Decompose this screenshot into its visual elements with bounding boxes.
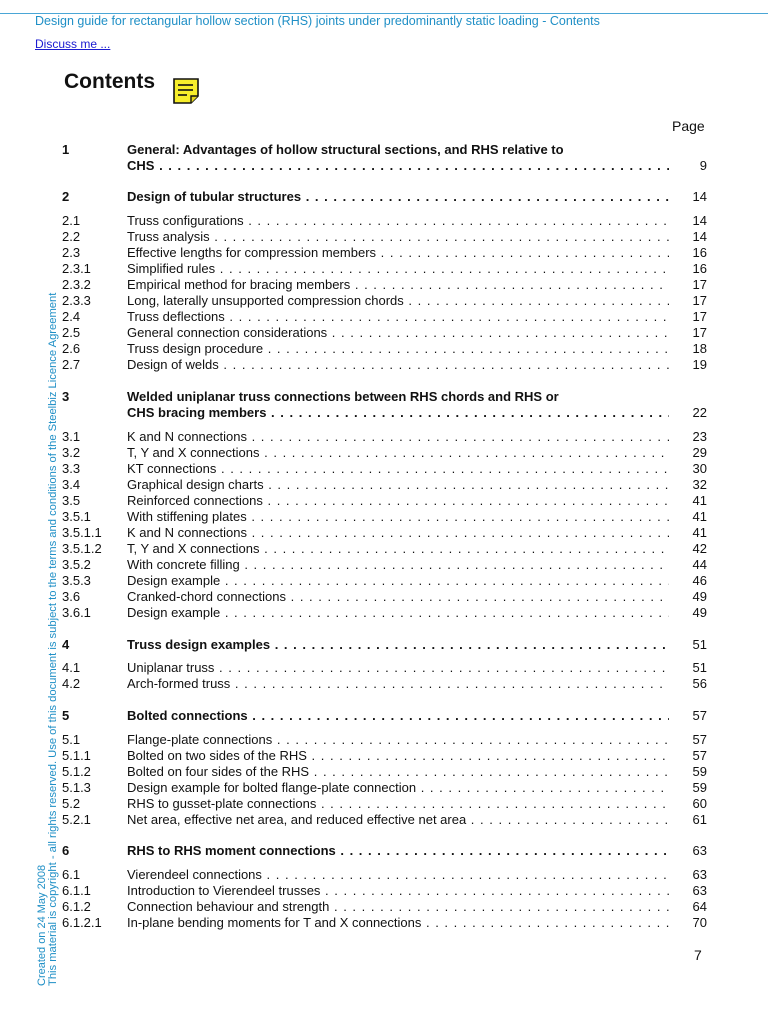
toc-page: 46 <box>692 573 707 588</box>
toc-page: 32 <box>692 477 707 492</box>
toc-number: 6.1.1 <box>62 883 91 898</box>
toc-title: Design example . . . <box>127 605 669 621</box>
toc-number: 3.1 <box>62 429 81 444</box>
toc-page: 29 <box>692 445 707 460</box>
toc-number: 2.3.1 <box>62 261 91 276</box>
toc-page: 57 <box>692 748 707 763</box>
toc-title: RHS to gusset-plate connections . . . <box>127 796 669 812</box>
toc-page: 17 <box>692 325 707 340</box>
toc-title: Empirical method for bracing members . . . <box>127 277 669 293</box>
toc-page: 59 <box>692 764 707 779</box>
toc-entry[interactable] <box>0 748 768 764</box>
toc-page: 51 <box>692 637 707 652</box>
toc-entry[interactable] <box>0 605 768 621</box>
toc-title: Reinforced connections . . . <box>127 493 669 509</box>
toc-page: 57 <box>692 708 707 723</box>
toc-number: 5.1 <box>62 732 81 747</box>
toc-title: K and N connections . . . <box>127 525 669 541</box>
toc-title: Introduction to Vierendeel trusses . . . <box>127 883 669 899</box>
toc-page: 9 <box>699 158 707 173</box>
toc-page: 23 <box>692 429 707 444</box>
toc-page: 59 <box>692 780 707 795</box>
toc-title-line1: General: Advantages of hollow structural sections, and RHS relative to <box>127 142 564 157</box>
toc-entry[interactable] <box>0 277 768 293</box>
toc-page: 14 <box>692 189 707 204</box>
side-notes <box>0 0 60 1024</box>
toc-page: 41 <box>692 509 707 524</box>
toc-chapter[interactable] <box>0 189 768 205</box>
toc-page: 41 <box>692 493 707 508</box>
toc-number: 2.6 <box>62 341 81 356</box>
toc-number: 5.2 <box>62 796 81 811</box>
toc-number: 2.2 <box>62 229 81 244</box>
toc-number: 3.5.1 <box>62 509 91 524</box>
toc-title: Effective lengths for compression members . . . <box>127 245 669 261</box>
toc-page: 56 <box>692 676 707 691</box>
toc-page: 64 <box>692 899 707 914</box>
toc-number: 3 <box>62 389 70 404</box>
toc-page: 19 <box>692 357 707 372</box>
toc-title: K and N connections . . . <box>127 429 669 445</box>
toc-number: 2.3.2 <box>62 277 91 292</box>
toc-title: In-plane bending moments for T and X connections . . . <box>127 915 669 931</box>
toc-number: 3.5.1.2 <box>62 541 102 556</box>
toc-title-line1: Welded uniplanar truss connections between RHS chords and RHS or <box>127 389 559 404</box>
toc-entry[interactable] <box>0 589 768 605</box>
toc-page: 42 <box>692 541 707 556</box>
toc-number: 1 <box>62 142 70 157</box>
toc-title: Long, laterally unsupported compression chords . . . <box>127 293 669 309</box>
toc-title: Truss deflections . . . <box>127 309 669 325</box>
toc-page: 16 <box>692 261 707 276</box>
toc-page: 60 <box>692 796 707 811</box>
toc-title-line2: CHS bracing members . . . <box>127 405 669 421</box>
toc-number: 3.4 <box>62 477 81 492</box>
toc-page: 49 <box>692 605 707 620</box>
toc-entry[interactable] <box>0 883 768 899</box>
toc-number: 2.3.3 <box>62 293 91 308</box>
toc-entry[interactable] <box>0 325 768 341</box>
created-note: Created on 24 May 2008 <box>36 864 48 986</box>
toc-title: Design of tubular structures . . . <box>127 189 669 205</box>
toc-chapter[interactable] <box>0 843 768 859</box>
toc-number: 5.1.3 <box>62 780 91 795</box>
toc-entry[interactable] <box>0 867 768 883</box>
toc-number: 3.3 <box>62 461 81 476</box>
toc-title: Net area, effective net area, and reduced effective net area . . . <box>127 812 669 828</box>
toc-number: 6.1.2 <box>62 899 91 914</box>
toc-entry[interactable] <box>0 915 768 931</box>
toc-title: With stiffening plates . . . <box>127 509 669 525</box>
toc-number: 2 <box>62 189 70 204</box>
toc-chapter[interactable] <box>0 637 768 653</box>
toc-chapter-1-cont[interactable] <box>0 158 768 174</box>
toc-number: 2.5 <box>62 325 81 340</box>
toc-page: 17 <box>692 309 707 324</box>
toc-number: 2.7 <box>62 357 81 372</box>
toc-page: 30 <box>692 461 707 476</box>
toc-entry[interactable] <box>0 525 768 541</box>
toc-number: 2.3 <box>62 245 81 260</box>
toc-entry[interactable] <box>0 796 768 812</box>
toc-title: General connection considerations . . . <box>127 325 669 341</box>
toc-title: Vierendeel connections . . . <box>127 867 669 883</box>
toc-title: Bolted connections . . . <box>127 708 669 724</box>
toc-chapter-3-cont[interactable] <box>0 405 768 421</box>
toc-title: Design example for bolted flange-plate connection . . . <box>127 780 669 796</box>
toc-title: Design example . . . <box>127 573 669 589</box>
toc-entry[interactable] <box>0 261 768 277</box>
toc-title: Cranked-chord connections . . . <box>127 589 669 605</box>
toc-title: Arch-formed truss . . . <box>127 676 669 692</box>
toc-page: 63 <box>692 867 707 882</box>
toc-page: 22 <box>692 405 707 420</box>
contents-heading: Contents <box>64 70 155 93</box>
toc-entry[interactable] <box>0 573 768 589</box>
toc-chapter[interactable] <box>0 708 768 724</box>
toc-title: Graphical design charts . . . <box>127 477 669 493</box>
toc-number: 6.1.2.1 <box>62 915 102 930</box>
toc-entry[interactable] <box>0 341 768 357</box>
toc-title: Connection behaviour and strength . . . <box>127 899 669 915</box>
toc-number: 6.1 <box>62 867 81 882</box>
toc-page: 44 <box>692 557 707 572</box>
toc-entry[interactable] <box>0 541 768 557</box>
toc-number: 2.1 <box>62 213 81 228</box>
toc-entry[interactable] <box>0 293 768 309</box>
toc-title: KT connections . . . <box>127 461 669 477</box>
toc-entry[interactable] <box>0 812 768 828</box>
toc-number: 5 <box>62 708 70 723</box>
toc-entry[interactable] <box>0 461 768 477</box>
toc-entry[interactable] <box>0 429 768 445</box>
toc-entry[interactable] <box>0 245 768 261</box>
toc-title: T, Y and X connections . . . <box>127 445 669 461</box>
page-column-label: Page <box>672 118 705 134</box>
toc-entry[interactable] <box>0 732 768 748</box>
toc-number: 3.5 <box>62 493 81 508</box>
toc-number: 5.2.1 <box>62 812 91 827</box>
toc-page: 16 <box>692 245 707 260</box>
toc-page: 14 <box>692 229 707 244</box>
toc-page: 18 <box>692 341 707 356</box>
toc-entry[interactable] <box>0 357 768 373</box>
toc-title: Flange-plate connections . . . <box>127 732 669 748</box>
toc-title: RHS to RHS moment connections . . . <box>127 843 669 859</box>
toc-number: 4 <box>62 637 70 652</box>
toc-entry[interactable] <box>0 213 768 229</box>
toc-number: 3.6 <box>62 589 81 604</box>
toc-entry[interactable] <box>0 309 768 325</box>
toc-entry[interactable] <box>0 676 768 692</box>
copyright-note: This material is copyright - all rights reserved. Use of this document is subject to the terms and conditions of the Steelbiz Licence Agreement <box>47 292 59 986</box>
toc-title: Truss configurations . . . <box>127 213 669 229</box>
toc-number: 3.5.1.1 <box>62 525 102 540</box>
footer-page-number: 7 <box>694 947 702 963</box>
document-title: Design guide for rectangular hollow section (RHS) joints under predominantly static loading - Contents <box>35 14 600 28</box>
toc-entry[interactable] <box>0 477 768 493</box>
toc-title: Truss design examples . . . <box>127 637 669 653</box>
toc-entry[interactable] <box>0 509 768 525</box>
toc-page: 57 <box>692 732 707 747</box>
toc-number: 5.1.1 <box>62 748 91 763</box>
toc-entry[interactable] <box>0 764 768 780</box>
toc-page: 49 <box>692 589 707 604</box>
toc-page: 70 <box>692 915 707 930</box>
toc-number: 6 <box>62 843 70 858</box>
toc-number: 3.5.2 <box>62 557 91 572</box>
toc-page: 41 <box>692 525 707 540</box>
toc-title: Truss design procedure . . . <box>127 341 669 357</box>
toc-chapter-1[interactable] <box>0 142 768 158</box>
toc-entry[interactable] <box>0 445 768 461</box>
toc-entry[interactable] <box>0 493 768 509</box>
toc-page: 51 <box>692 660 707 675</box>
toc-title: Bolted on two sides of the RHS . . . <box>127 748 669 764</box>
toc-entry[interactable] <box>0 557 768 573</box>
toc-entry[interactable] <box>0 780 768 796</box>
toc-title: Uniplanar truss . . . <box>127 660 669 676</box>
toc-page: 61 <box>692 812 707 827</box>
toc-title: Truss analysis . . . <box>127 229 669 245</box>
toc-title: Bolted on four sides of the RHS . . . <box>127 764 669 780</box>
toc-chapter-3[interactable] <box>0 389 768 405</box>
toc-page: 63 <box>692 883 707 898</box>
toc-title: Simplified rules . . . <box>127 261 669 277</box>
toc-number: 2.4 <box>62 309 81 324</box>
toc-number: 3.6.1 <box>62 605 91 620</box>
toc-title: With concrete filling . . . <box>127 557 669 573</box>
toc-entry[interactable] <box>0 899 768 915</box>
toc-number: 3.5.3 <box>62 573 91 588</box>
toc-number: 4.1 <box>62 660 81 675</box>
toc-number: 4.2 <box>62 676 81 691</box>
toc-entry[interactable] <box>0 660 768 676</box>
toc-number: 3.2 <box>62 445 81 460</box>
toc-page: 14 <box>692 213 707 228</box>
toc-title: T, Y and X connections . . . <box>127 541 669 557</box>
discuss-link[interactable]: Discuss me ... <box>35 37 111 51</box>
toc-page: 17 <box>692 277 707 292</box>
toc-number: 5.1.2 <box>62 764 91 779</box>
toc-entry[interactable] <box>0 229 768 245</box>
toc-title: Design of welds . . . <box>127 357 669 373</box>
toc-page: 17 <box>692 293 707 308</box>
toc-page: 63 <box>692 843 707 858</box>
toc-title-line2: CHS . . . <box>127 158 669 174</box>
